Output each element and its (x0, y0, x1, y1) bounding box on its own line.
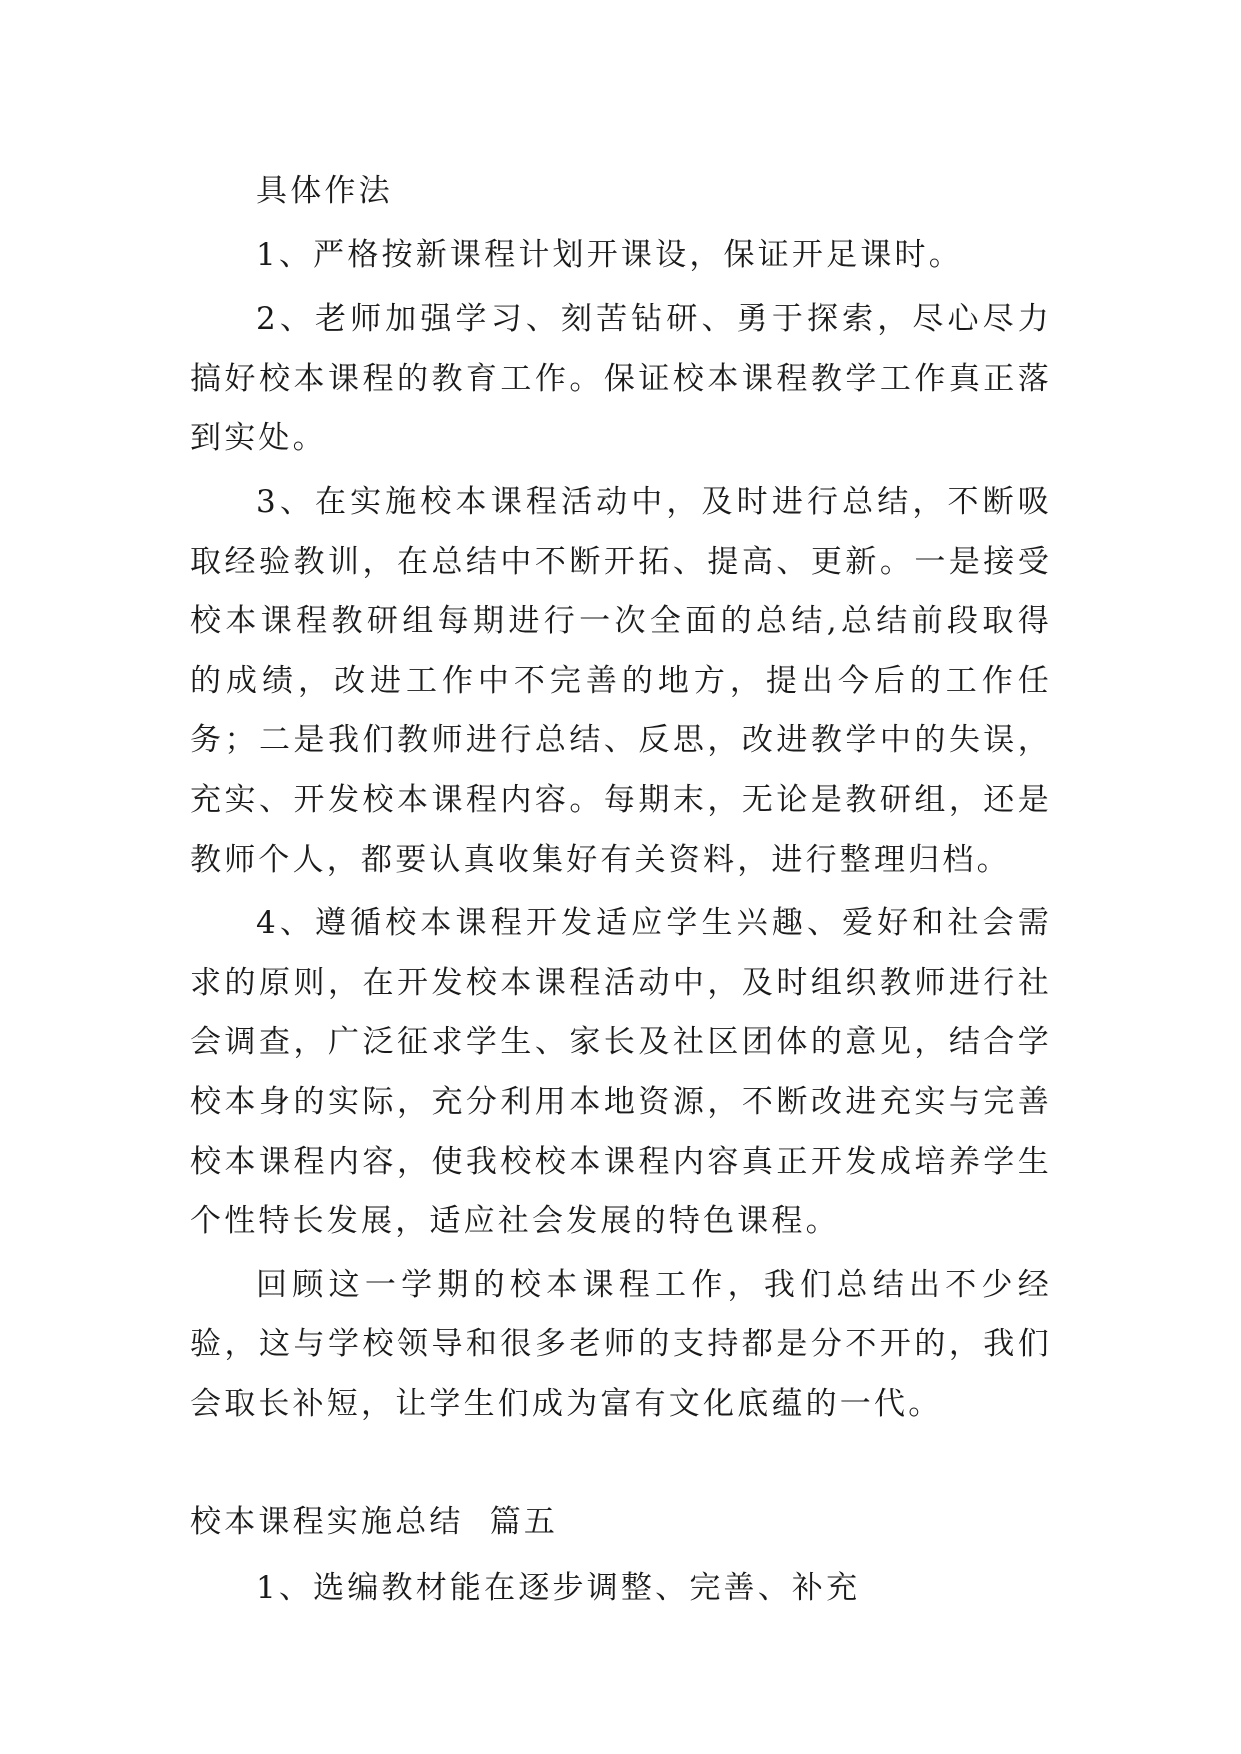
paragraph-2: 2、老师加强学习、刻苦钻研、勇于探索，尽心尽力搞好校本课程的教育工作。保证校本课程教学工作真正落到实处。 (190, 301, 1052, 457)
paragraph-1: 1、严格按新课程计划开课设，保证开足课时。 (256, 236, 963, 273)
section-first-item: 1、选编教材能在逐步调整、完善、补充 (256, 1570, 861, 1607)
paragraph-3: 3、在实施校本课程活动中，及时进行总结，不断吸取经验教训，在总结中不断开拓、提高、更新。一是接受校本课程教研组每期进行一次全面的总结,总结前段取得的成绩，改进工作中不完善的地方，提出今后的工作任务；二是我们教师进行总结、反思，改进教学中的失误，充实、开发校本课程内容。每期末，无论是教研组，还是教师个人，都要认真收集好有关资料，进行整理归档。 (190, 483, 1052, 878)
section-title: 校本课程实施总结 篇五 (190, 1504, 559, 1541)
paragraph-5: 回顾这一学期的校本课程工作，我们总结出不少经验，这与学校领导和很多老师的支持都是分不开的，我们会取长补短，让学生们成为富有文化底蕴的一代。 (190, 1266, 1052, 1422)
paragraph-4: 4、遵循校本课程开发适应学生兴趣、爱好和社会需求的原则，在开发校本课程活动中，及时组织教师进行社会调查，广泛征求学生、家长及社区团体的意见，结合学校本身的实际，充分利用本地资源，不断改进充实与完善校本课程内容，使我校校本课程内容真正开发成培养学生个性特长发展，适应社会发展的特色课程。 (190, 905, 1052, 1240)
section-heading: 具体作法 (256, 173, 393, 209)
document-page (190, 162, 1052, 1619)
